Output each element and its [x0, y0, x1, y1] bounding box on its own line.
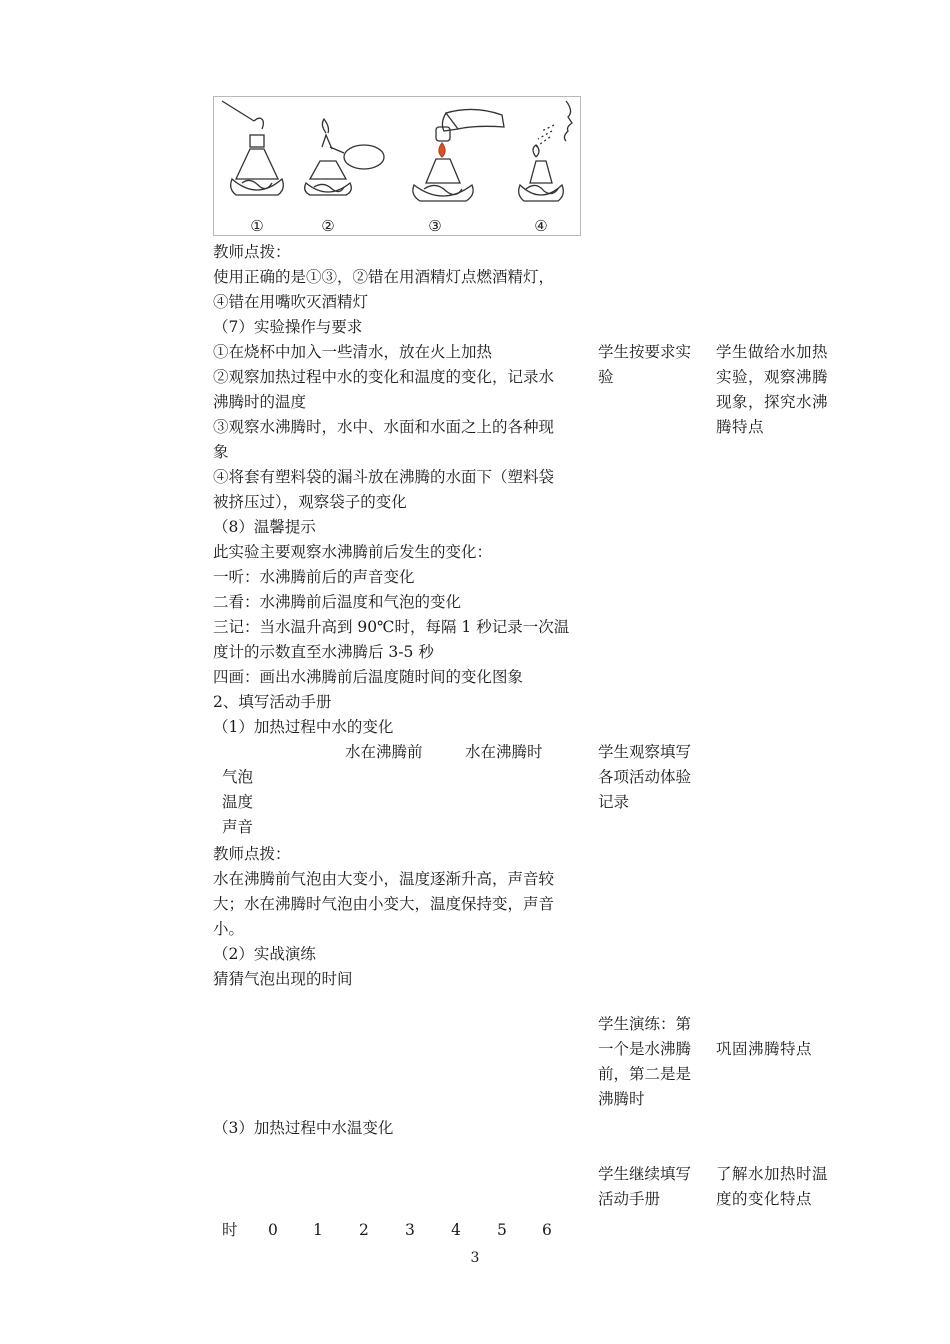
text-line: 沸腾时的温度: [213, 393, 307, 411]
text-line: 二看：水沸腾前后温度和气泡的变化: [213, 593, 462, 611]
table-row: 声音: [222, 818, 254, 836]
design-intent-note-4: [716, 1162, 846, 1212]
text-line: ②观察加热过程中水的变化和温度的变化，记录水: [213, 368, 555, 386]
text-line: 使用正确的是①③，②错在用酒精灯点燃酒精灯，: [213, 268, 555, 286]
section-heading: （3）加热过程中水温变化: [213, 1119, 394, 1137]
figure-label-3: ③: [428, 217, 442, 235]
student-activity-note-4: [598, 1162, 708, 1212]
text-line: 沸腾时: [598, 1090, 645, 1108]
text-line: 各项活动体验: [598, 768, 692, 786]
student-activity-note-2: [598, 740, 708, 815]
text-line: （7）实验操作与要求: [213, 318, 363, 336]
text-line: 四画：画出水沸腾前后温度随时间的变化图象: [213, 668, 524, 686]
design-intent-note-3: [716, 1037, 846, 1062]
text-line: 学生继续填写: [598, 1165, 692, 1183]
text-line: 一听：水沸腾前后的声音变化: [213, 568, 415, 586]
text-line: 验: [598, 368, 614, 386]
section-3-title: [213, 1116, 588, 1141]
main-text-block-2: [213, 842, 588, 992]
main-text-block-1: [213, 240, 588, 740]
text-line: ③观察水沸腾时，水中、水面和水面之上的各种现: [213, 418, 555, 436]
text-line: （1）加热过程中水的变化: [213, 718, 394, 736]
text-line: 学生观察填写: [598, 743, 692, 761]
text-line: 2、填写活动手册: [213, 693, 332, 711]
text-line: 了解水加热时温: [716, 1165, 829, 1183]
text-line: 此实验主要观察水沸腾前后发生的变化：: [213, 543, 493, 561]
time-cell: 1: [313, 1221, 323, 1239]
text-line: （2）实战演练: [213, 945, 316, 963]
time-cell: 5: [497, 1221, 507, 1239]
lamp-2-illustration: [305, 119, 384, 195]
student-activity-note-1: [598, 340, 708, 390]
text-line: ④将套有塑料袋的漏斗放在沸腾的水面下（塑料袋: [213, 468, 555, 486]
water-change-table: [213, 740, 588, 840]
text-line: 大；水在沸腾时气泡由小变大，温度保持变，声音: [213, 895, 555, 913]
text-line: 小。: [213, 920, 245, 938]
text-line: 猜猜气泡出现的时间: [213, 970, 353, 988]
time-cell: 0: [268, 1221, 278, 1239]
text-line: 度计的示数直至水沸腾后 3-5 秒: [213, 643, 434, 661]
page-number: 3: [470, 1250, 480, 1266]
figure-label-4: ④: [534, 217, 548, 235]
text-line: 巩固沸腾特点: [716, 1040, 813, 1058]
design-intent-note-1: [716, 340, 846, 440]
text-line: 水在沸腾前气泡由大变小，温度逐渐升高，声音较: [213, 870, 555, 888]
text-line: 活动手册: [598, 1190, 661, 1208]
table-header-during-boiling: 水在沸腾时: [465, 743, 543, 761]
text-line: ④错在用嘴吹灭酒精灯: [213, 293, 369, 311]
text-line: 教师点拨：: [213, 845, 291, 863]
text-line: ①在烧杯中加入一些清水，放在火上加热: [213, 343, 493, 361]
time-cell: 6: [542, 1221, 552, 1239]
figure-label-1: ①: [250, 217, 264, 235]
text-line: （8）温馨提示: [213, 518, 316, 536]
alcohol-lamp-illustrations: [214, 97, 580, 235]
text-line: 腾特点: [716, 418, 765, 436]
text-line: 三记：当水温升高到 90℃时，每隔 1 秒记录一次温: [213, 618, 570, 636]
lamp-3-illustration: [413, 109, 504, 201]
time-row-label: 时: [222, 1221, 238, 1239]
text-line: 学生演练：第: [598, 1015, 692, 1033]
table-row: 温度: [222, 793, 254, 811]
alcohol-lamp-figure: [213, 96, 581, 236]
text-line: 实验，观察沸腾: [716, 368, 829, 386]
text-line: 现象，探究水沸: [716, 393, 829, 411]
table-row: 气泡: [222, 768, 254, 786]
time-cell: 2: [359, 1221, 369, 1239]
lamp-4-illustration: [519, 101, 572, 201]
text-line: 一个是水沸腾: [598, 1040, 692, 1058]
text-line: 学生按要求实: [598, 343, 692, 361]
figure-label-2: ②: [321, 217, 335, 235]
text-line: 度的变化特点: [716, 1190, 813, 1208]
table-header-before-boiling: 水在沸腾前: [345, 743, 423, 761]
temperature-time-table: [213, 1218, 588, 1243]
lamp-1-illustration: [222, 101, 283, 195]
text-line: 记录: [598, 793, 630, 811]
student-activity-note-3: [598, 1012, 708, 1112]
text-line: 教师点拨：: [213, 243, 291, 261]
text-line: 象: [213, 443, 229, 461]
text-line: 被挤压过），观察袋子的变化: [213, 493, 407, 511]
text-line: 前，第二是是: [598, 1065, 692, 1083]
text-line: 学生做给水加热: [716, 343, 829, 361]
time-cell: 4: [451, 1221, 461, 1239]
time-cell: 3: [405, 1221, 415, 1239]
